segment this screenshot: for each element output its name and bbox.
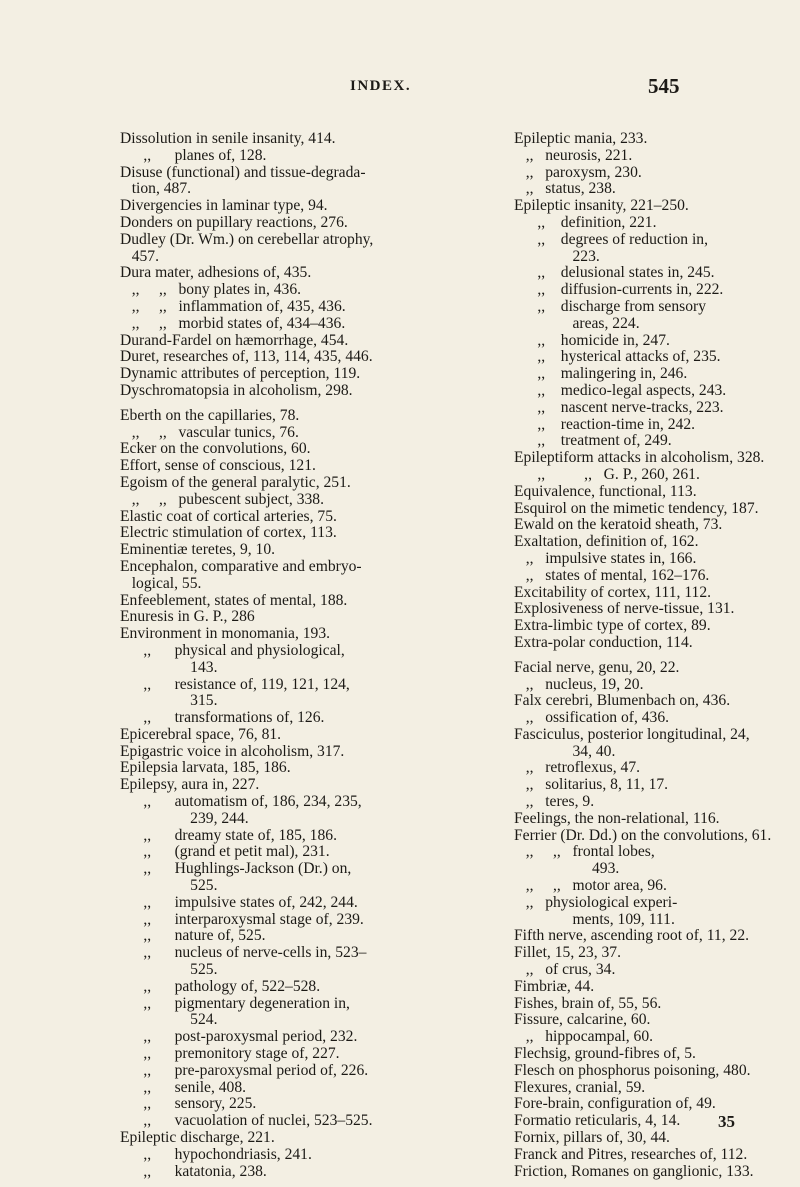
- index-entry: ,, definition, 221.: [514, 213, 657, 231]
- index-entry: Dura mater, adhesions of, 435.: [120, 264, 312, 282]
- index-entry: ,, ,, bony plates in, 436.: [120, 281, 302, 299]
- index-entry: ,, transformations of, 126.: [120, 709, 325, 727]
- index-entry: Esquirol on the mimetic tendency, 187.: [514, 499, 759, 517]
- index-entry: Facial nerve, genu, 20, 22.: [514, 658, 680, 676]
- index-entry: ,, ,, G. P., 260, 261.: [514, 465, 700, 483]
- index-entry: Ecker on the convolutions, 60.: [120, 440, 311, 458]
- index-entry: Epilepsy, aura in, 227.: [120, 776, 260, 794]
- index-entry: Dynamic attributes of perception, 119.: [120, 365, 361, 383]
- index-entry: ,, senile, 408.: [120, 1078, 247, 1096]
- index-entry: Extra-polar conduction, 114.: [514, 633, 693, 651]
- index-entry: Effort, sense of conscious, 121.: [120, 457, 316, 475]
- index-entry: ,, hysterical attacks of, 235.: [514, 348, 721, 366]
- index-entry: ,, automatism of, 186, 234, 235,: [120, 793, 362, 811]
- index-entry: ,, hypochondriasis, 241.: [120, 1145, 312, 1163]
- index-entry: ,, katatonia, 238.: [120, 1162, 267, 1180]
- index-entry: ,, nature of, 525.: [120, 927, 266, 945]
- index-entry: ,, of crus, 34.: [514, 961, 616, 979]
- index-entry: ,, treatment of, 249.: [514, 432, 672, 450]
- index-entry: Duret, researches of, 113, 114, 435, 446.: [120, 348, 373, 366]
- index-entry: Enfeeblement, states of mental, 188.: [120, 591, 348, 609]
- index-entry: Environment in monomania, 193.: [120, 625, 331, 643]
- index-entry: Fimbriæ, 44.: [514, 977, 595, 995]
- index-entry: Ferrier (Dr. Dd.) on the convolutions, 61.: [514, 826, 772, 844]
- index-entry: 239, 244.: [120, 809, 249, 827]
- index-entry: ,, vacuolation of nuclei, 523–525.: [120, 1112, 373, 1130]
- index-entry: Fore-brain, configuration of, 49.: [514, 1095, 716, 1113]
- index-entry: Extra-limbic type of cortex, 89.: [514, 617, 711, 635]
- index-entry: ,, physiological experi-: [514, 893, 678, 911]
- index-entry: ,, ,, pubescent subject, 338.: [120, 490, 324, 508]
- index-entry: Epigastric voice in alcoholism, 317.: [120, 742, 345, 760]
- index-entry: Formatio reticularis, 4, 14.: [514, 1112, 681, 1130]
- index-entry: Excitability of cortex, 111, 112.: [514, 583, 712, 601]
- index-entry: areas, 224.: [514, 314, 640, 332]
- index-entry: ,, planes of, 128.: [120, 146, 267, 164]
- index-entry: Flexures, cranial, 59.: [514, 1078, 646, 1096]
- index-entry: ,, diffusion-currents in, 222.: [514, 281, 724, 299]
- index-entry: ,, teres, 9.: [514, 793, 595, 811]
- index-entry: Flechsig, ground-fibres of, 5.: [514, 1045, 696, 1063]
- index-entry: ,, ,, inflammation of, 435, 436.: [120, 297, 346, 315]
- index-entry: Epileptic mania, 233.: [514, 130, 648, 147]
- index-entry: ,, solitarius, 8, 11, 17.: [514, 776, 669, 794]
- index-entry: ,, homicide in, 247.: [514, 331, 670, 349]
- index-entry: Dudley (Dr. Wm.) on cerebellar atrophy,: [120, 230, 374, 248]
- index-entry: ,, ,, morbid states of, 434–436.: [120, 314, 346, 332]
- index-entry: Feelings, the non-relational, 116.: [514, 809, 720, 827]
- index-entry: ,, nucleus of nerve-cells in, 523–: [120, 944, 367, 962]
- index-entry: ,, reaction-time in, 242.: [514, 415, 696, 433]
- index-entry: ,, impulsive states in, 166.: [514, 549, 697, 567]
- index-entry: ,, premonitory stage of, 227.: [120, 1045, 340, 1063]
- index-entry: ,, ,, motor area, 96.: [514, 877, 667, 895]
- index-entry: Exaltation, definition of, 162.: [514, 533, 699, 551]
- signature-mark: 35: [718, 1112, 735, 1131]
- index-entry: Eberth on the capillaries, 78.: [120, 406, 300, 424]
- running-title: INDEX.: [350, 78, 412, 94]
- index-entry: Durand-Fardel on hæmorrhage, 454.: [120, 331, 349, 349]
- index-entry: Falx cerebri, Blumenbach on, 436.: [514, 692, 731, 710]
- index-entry: Elastic coat of cortical arteries, 75.: [120, 507, 337, 525]
- index-entry: ,, degrees of reduction in,: [514, 230, 709, 248]
- index-entry: ,, nucleus, 19, 20.: [514, 675, 644, 693]
- index-entry: ,, status, 238.: [514, 180, 616, 198]
- index-entry: Fishes, brain of, 55, 56.: [514, 994, 662, 1012]
- index-entry: 315.: [120, 692, 218, 710]
- index-entry: ,, retroflexus, 47.: [514, 759, 641, 777]
- index-entry: Epicerebral space, 76, 81.: [120, 725, 282, 743]
- index-entry: ,, sensory, 225.: [120, 1095, 257, 1113]
- index-entry: ,, states of mental, 162–176.: [514, 566, 710, 584]
- index-entry: ,, ,, frontal lobes,: [514, 843, 655, 861]
- index-entry: ,, pre-paroxysmal period of, 226.: [120, 1061, 369, 1079]
- index-entry: Electric stimulation of cortex, 113.: [120, 524, 337, 542]
- index-entry: Equivalence, functional, 113.: [514, 482, 697, 500]
- index-entry: ,, neurosis, 221.: [514, 146, 633, 164]
- index-entry: ,, nascent nerve-tracks, 223.: [514, 398, 724, 416]
- index-entry: Epileptic insanity, 221–250.: [514, 197, 689, 215]
- index-entry: ,, interparoxysmal stage of, 239.: [120, 910, 364, 928]
- index-entry: ,, dreamy state of, 185, 186.: [120, 826, 337, 844]
- index-entry: Fissure, calcarine, 60.: [514, 1011, 651, 1029]
- index-entry: Friction, Romanes on ganglionic, 133.: [514, 1162, 754, 1180]
- index-entry: Dyschromatopsia in alcoholism, 298.: [120, 381, 353, 399]
- index-entry: ,, ,, vascular tunics, 76.: [120, 423, 299, 441]
- index-entry: ,, delusional states in, 245.: [514, 264, 715, 282]
- page-number: 545: [648, 74, 680, 98]
- index-entry: 525.: [120, 877, 218, 895]
- index-entry: tion, 487.: [120, 180, 192, 198]
- index-entry: ,, pigmentary degeneration in,: [120, 994, 350, 1012]
- index-entry: Enuresis in G. P., 286: [120, 608, 255, 626]
- index-entry: ,, hippocampal, 60.: [514, 1028, 654, 1046]
- index-entry: Fornix, pillars of, 30, 44.: [514, 1129, 670, 1147]
- index-entry: Franck and Pitres, researches of, 112.: [514, 1145, 748, 1163]
- index-entry: Epileptiform attacks in alcoholism, 328.: [514, 449, 765, 467]
- index-column-right: [514, 131, 800, 1180]
- index-entry: ,, (grand et petit mal), 231.: [120, 843, 330, 861]
- index-entry: Ewald on the keratoid sheath, 73.: [514, 516, 723, 534]
- index-entry: Donders on pupillary reactions, 276.: [120, 213, 348, 231]
- index-entry: ,, ossification of, 436.: [514, 709, 670, 727]
- index-entry: 223.: [514, 247, 600, 265]
- index-entry: Epileptic discharge, 221.: [120, 1129, 275, 1147]
- index-entry: ,, malingering in, 246.: [514, 365, 688, 383]
- index-entry: ments, 109, 111.: [514, 910, 675, 928]
- index-entry: ,, pathology of, 522–528.: [120, 977, 321, 995]
- index-entry: Epilepsia larvata, 185, 186.: [120, 759, 291, 777]
- index-entry: ,, impulsive states of, 242, 244.: [120, 893, 358, 911]
- index-entry: 493.: [514, 860, 620, 878]
- index-entry: ,, paroxysm, 230.: [514, 163, 642, 181]
- index-entry: 524.: [120, 1011, 218, 1029]
- index-entry: ,, discharge from sensory: [514, 297, 706, 315]
- index-entry: 525.: [120, 961, 218, 979]
- index-column-left: [120, 131, 498, 1180]
- index-entry: Fillet, 15, 23, 37.: [514, 944, 621, 962]
- index-entry: 34, 40.: [514, 742, 616, 760]
- index-entry: Egoism of the general paralytic, 251.: [120, 473, 351, 491]
- index-entry: Fifth nerve, ascending root of, 11, 22.: [514, 927, 750, 945]
- index-entry: Eminentiæ teretes, 9, 10.: [120, 541, 276, 559]
- index-entry: Encephalon, comparative and embryo-: [120, 557, 362, 575]
- index-entry: Explosiveness of nerve-tissue, 131.: [514, 600, 735, 618]
- index-entry: logical, 55.: [120, 574, 202, 592]
- index-entry: Disuse (functional) and tissue-degrada-: [120, 163, 366, 181]
- index-entry: Divergencies in laminar type, 94.: [120, 197, 328, 215]
- index-entry: ,, medico-legal aspects, 243.: [514, 381, 727, 399]
- index-entry: ,, physical and physiological,: [120, 641, 345, 659]
- index-entry: 143.: [120, 658, 218, 676]
- index-entry: Flesch on phosphorus poisoning, 480.: [514, 1061, 751, 1079]
- index-entry: ,, post-paroxysmal period, 232.: [120, 1028, 358, 1046]
- index-entry: ,, Hughlings-Jackson (Dr.) on,: [120, 860, 352, 878]
- index-entry: Fasciculus, posterior longitudinal, 24,: [514, 725, 750, 743]
- index-entry: Dissolution in senile insanity, 414.: [120, 130, 336, 147]
- index-entry: 457.: [120, 247, 159, 265]
- index-entry: ,, resistance of, 119, 121, 124,: [120, 675, 350, 693]
